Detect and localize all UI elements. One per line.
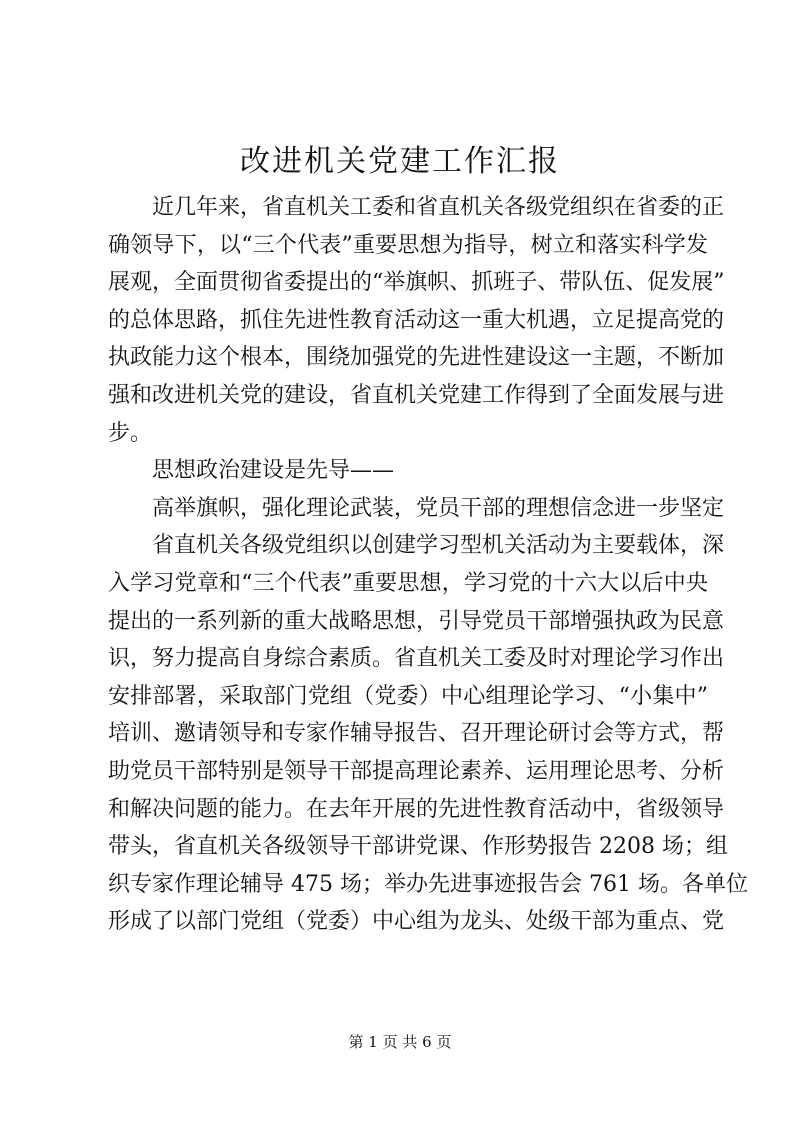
- paragraph-line: 识，努力提高自身综合素质。省直机关工委及时对理论学习作出: [108, 646, 725, 672]
- document-body: [108, 189, 748, 941]
- page-footer: 第 1 页 共 6 页: [348, 1033, 452, 1051]
- paragraph-line: 的总体思路，抓住先进性教育活动这一重大机遇，立足提高党的: [108, 307, 725, 333]
- document-title: 改进机关党建工作汇报: [240, 144, 560, 179]
- paragraph-line: 带头，省直机关各级领导干部讲党课、作形势报告 2208 场；组: [108, 834, 728, 860]
- paragraph-line: 近几年来，省直机关工委和省直机关各级党组织在省委的正: [152, 195, 725, 220]
- paragraph-line: 和解决问题的能力。在去年开展的先进性教育活动中，省级领导: [108, 796, 725, 822]
- paragraph-line: 入学习党章和“三个代表”重要思想，学习党的十六大以后中央: [108, 570, 708, 596]
- paragraph-line: 助党员干部特别是领导干部提高理论素养、运用理论思考、分析: [108, 758, 725, 784]
- paragraph-line: 织专家作理论辅导 475 场；举办先进事迹报告会 761 场。各单位: [108, 871, 748, 897]
- paragraph-line: 确领导下，以“三个代表”重要思想为指导，树立和落实科学发: [108, 232, 708, 258]
- section-subheading: 高举旗帜，强化理论武装，党员干部的理想信念进一步坚定: [152, 495, 725, 521]
- paragraph-line: 形成了以部门党组（党委）中心组为龙头、处级干部为重点、党: [108, 909, 725, 935]
- paragraph-line: 步。: [108, 420, 153, 446]
- paragraph-line: 省直机关各级党组织以创建学习型机关活动为主要载体，深: [152, 533, 725, 559]
- paragraph-line: 展观，全面贯彻省委提出的“举旗帜、抓班子、带队伍、促发展”: [108, 270, 725, 296]
- section-heading: 思想政治建设是先导——: [152, 458, 395, 484]
- paragraph-line: 强和改进机关党的建设，省直机关党建工作得到了全面发展与进: [108, 382, 725, 408]
- paragraph-line: 培训、邀请领导和专家作辅导报告、召开理论研讨会等方式，帮: [108, 721, 725, 747]
- paragraph-line: 执政能力这个根本，围绕加强党的先进性建设这一主题，不断加: [108, 345, 725, 371]
- paragraph-line: 安排部署，采取部门党组（党委）中心组理论学习、“小集中”: [108, 683, 708, 709]
- paragraph-line: 提出的一系列新的重大战略思想，引导党员干部增强执政为民意: [108, 608, 725, 634]
